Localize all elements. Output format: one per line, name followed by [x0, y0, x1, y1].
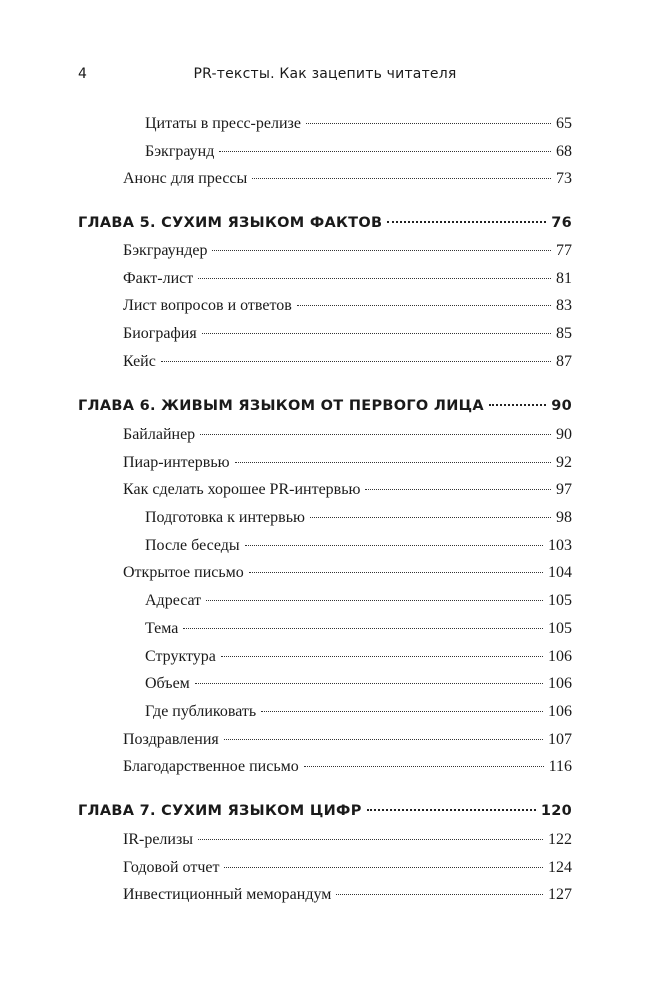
- toc-entry-title: Благодарственное письмо: [123, 758, 299, 775]
- toc-entry-page: 120: [540, 803, 572, 819]
- toc-entry-title: Пиар-интервью: [123, 454, 230, 471]
- toc-chapter-entry: [78, 803, 572, 825]
- toc-entry-title: Открытое письмо: [123, 564, 244, 581]
- dot-leader: [297, 305, 551, 306]
- toc-entry-page: 73: [556, 170, 572, 187]
- dot-leader: [219, 151, 551, 152]
- dot-leader: [261, 711, 543, 712]
- toc-entry: [145, 509, 572, 531]
- toc-entry-page: 105: [548, 592, 572, 609]
- toc-entry-page: 65: [556, 115, 572, 132]
- toc-entry-title: Подготовка к интервью: [145, 509, 305, 526]
- toc-entry-page: 116: [548, 758, 572, 775]
- toc-entry-title: После беседы: [145, 537, 240, 554]
- toc-entry: [123, 297, 572, 319]
- toc-entry-title: Бэкграунд: [145, 143, 215, 160]
- toc-entry: [123, 454, 572, 476]
- toc-entry-page: 107: [548, 731, 572, 748]
- dot-leader: [224, 739, 543, 740]
- toc-entry-page: 83: [556, 297, 572, 314]
- toc-entry-title: Лист вопросов и ответов: [123, 297, 292, 314]
- toc-entry-title: Объем: [145, 675, 190, 692]
- toc-entry: [123, 426, 572, 448]
- toc-entry-page: 122: [548, 831, 572, 848]
- dot-leader: [365, 489, 551, 490]
- toc-entry-title: Биография: [123, 325, 197, 342]
- toc-entry-page: 92: [556, 454, 572, 471]
- toc-entry: [145, 675, 572, 697]
- toc-entry: [145, 592, 572, 614]
- dot-leader: [489, 404, 546, 406]
- dot-leader: [367, 809, 536, 811]
- toc-entry-title: Факт-лист: [123, 270, 194, 287]
- toc-entry-title: Как сделать хорошее PR-интервью: [123, 481, 361, 498]
- toc-entry-title: Структура: [145, 648, 216, 665]
- toc-entry-page: 127: [548, 886, 572, 903]
- toc-entry-page: 106: [548, 703, 572, 720]
- toc-entry: [123, 731, 572, 753]
- toc-entry-page: 124: [548, 859, 572, 876]
- toc-entry-title: Годовой отчет: [123, 859, 220, 876]
- toc-entry: [145, 537, 572, 559]
- toc-entry-page: 90: [551, 398, 572, 414]
- dot-leader: [310, 517, 551, 518]
- dot-leader: [195, 683, 543, 684]
- toc-entry-title: Байлайнер: [123, 426, 196, 443]
- toc-entry-title: Тема: [145, 620, 179, 637]
- toc-entry: [145, 620, 572, 642]
- dot-leader: [235, 462, 551, 463]
- toc-entry: [123, 886, 572, 908]
- page-number: 4: [78, 66, 88, 82]
- dot-leader: [306, 123, 551, 124]
- dot-leader: [183, 628, 543, 629]
- toc-entry: [123, 325, 572, 347]
- toc-entry-page: 87: [556, 353, 572, 370]
- toc-entry-title: IR-релизы: [123, 831, 194, 848]
- toc-entry-page: 106: [548, 675, 572, 692]
- toc-entry: [145, 648, 572, 670]
- toc-entry: [123, 564, 572, 586]
- toc-entry-title: ГЛАВА 5. СУХИМ ЯЗЫКОМ ФАКТОВ: [78, 215, 383, 231]
- toc-chapter-entry: [78, 398, 572, 420]
- toc-entry-page: 103: [548, 537, 572, 554]
- toc-entry: [123, 831, 572, 853]
- dot-leader: [198, 278, 551, 279]
- toc-entry-title: Где публиковать: [145, 703, 257, 720]
- toc-entry: [145, 115, 572, 137]
- dot-leader: [252, 178, 551, 179]
- toc-entry: [145, 143, 572, 165]
- toc-entry-title: Инвестиционный меморандум: [123, 886, 332, 903]
- toc-entry-page: 106: [548, 648, 572, 665]
- toc-entry-page: 81: [556, 270, 572, 287]
- toc-entry-title: Кейс: [123, 353, 156, 370]
- dot-leader: [198, 839, 543, 840]
- dot-leader: [212, 250, 551, 251]
- toc-entry-title: Цитаты в пресс-релизе: [145, 115, 301, 132]
- dot-leader: [206, 600, 543, 601]
- toc-entry-page: 104: [548, 564, 572, 581]
- toc-entry: [123, 353, 572, 375]
- dot-leader: [221, 656, 543, 657]
- dot-leader: [249, 572, 543, 573]
- dot-leader: [387, 221, 546, 223]
- page-header: [78, 66, 572, 86]
- toc-entry-title: Поздравления: [123, 731, 219, 748]
- toc-entry-page: 90: [556, 426, 572, 443]
- toc-entry-title: Бэкграундер: [123, 242, 208, 259]
- dot-leader: [224, 867, 543, 868]
- toc-entry-page: 76: [551, 215, 572, 231]
- toc-entry-page: 77: [556, 242, 572, 259]
- toc-entry: [123, 758, 572, 780]
- toc-entry-title: Адресат: [145, 592, 202, 609]
- toc-entry-page: 97: [556, 481, 572, 498]
- dot-leader: [200, 434, 551, 435]
- toc-entry-title: ГЛАВА 7. СУХИМ ЯЗЫКОМ ЦИФР: [78, 803, 362, 819]
- toc-entry-page: 68: [556, 143, 572, 160]
- toc-entry: [123, 481, 572, 503]
- toc-entry-title: ГЛАВА 6. ЖИВЫМ ЯЗЫКОМ ОТ ПЕРВОГО ЛИЦА: [78, 398, 484, 414]
- toc-entry: [145, 703, 572, 725]
- toc-entry-page: 98: [556, 509, 572, 526]
- toc-entry: [123, 270, 572, 292]
- toc-entry-title: Анонс для прессы: [123, 170, 248, 187]
- toc-entry: [123, 859, 572, 881]
- toc-entry: [123, 170, 572, 192]
- toc-chapter-entry: [78, 215, 572, 237]
- dot-leader: [161, 361, 551, 362]
- toc-entry: [123, 242, 572, 264]
- toc-entry-page: 105: [548, 620, 572, 637]
- running-title: PR-тексты. Как зацепить читателя: [193, 66, 457, 82]
- dot-leader: [336, 894, 543, 895]
- dot-leader: [304, 766, 544, 767]
- toc-entry-page: 85: [556, 325, 572, 342]
- dot-leader: [202, 333, 551, 334]
- dot-leader: [245, 545, 543, 546]
